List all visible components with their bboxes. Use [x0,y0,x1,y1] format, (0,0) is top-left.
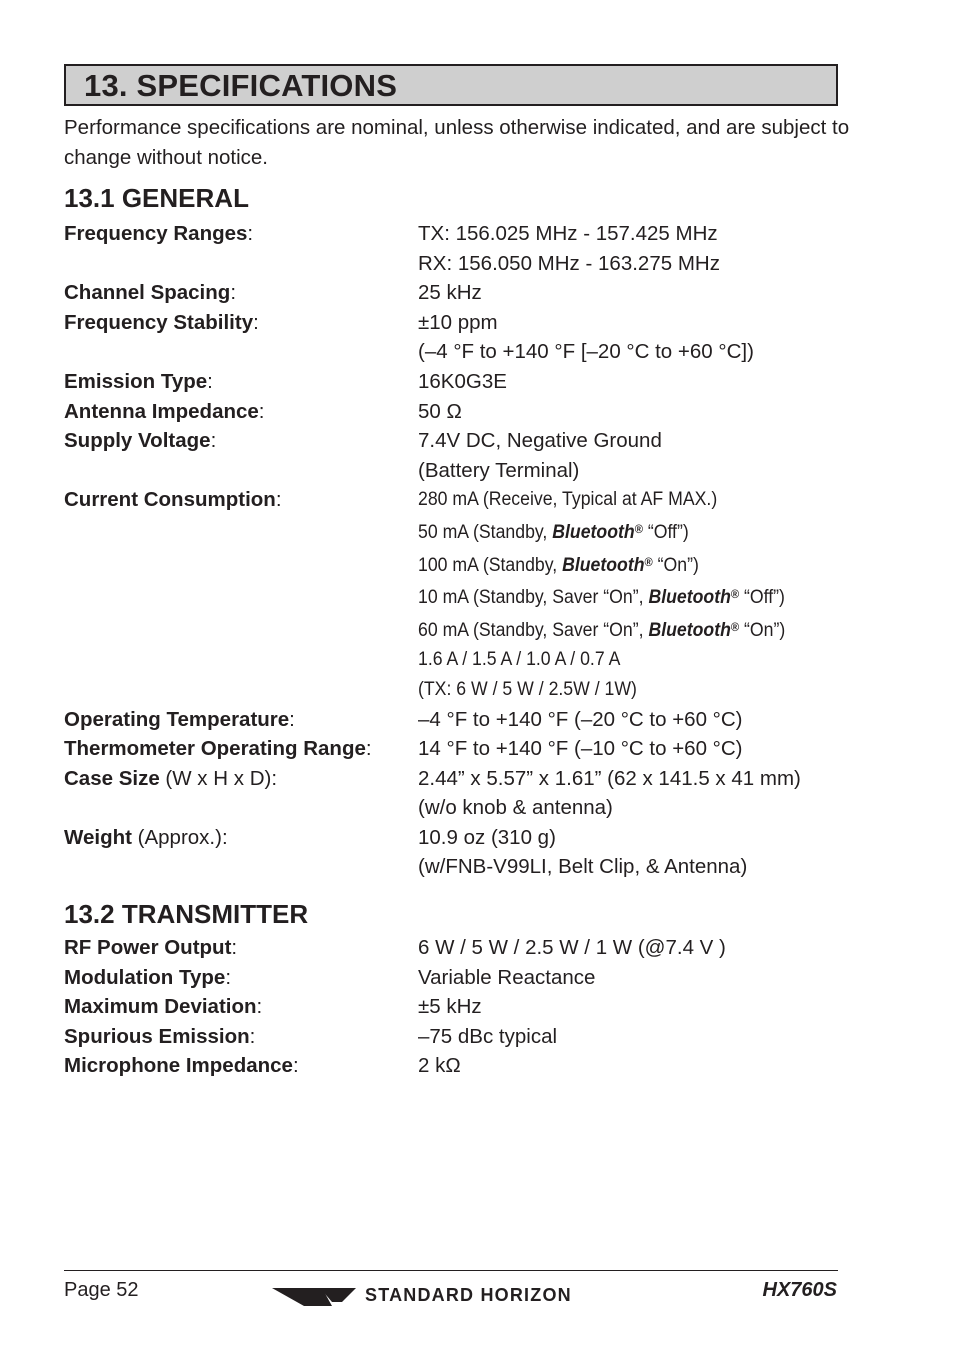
spec-label-name: RF Power Output [64,936,232,959]
title-bar [64,64,838,106]
spec-label [64,705,418,735]
spec-label-name: Spurious Emission [64,1024,250,1048]
section-heading-transmitter: 13.2 TRANSMITTER [64,899,309,929]
spec-label [64,992,418,1022]
spec-label-suffix: : [230,281,237,305]
spec-value: 2.44” x 5.57” x 1.61” (62 x 141.5 x 41 mm) [418,766,801,790]
spec-values [418,397,864,427]
spec-value: (–4 °F to +140 °F [–20 °C to +60 °C]) [418,340,754,364]
spec-label-suffix: : [292,1054,299,1078]
spec-values [418,764,864,823]
spec-value: Variable Reactance [418,965,596,989]
spec-values [418,367,864,397]
spec-label-suffix: (Approx.): [131,825,228,849]
spec-row-microphone-impedance [64,1051,864,1081]
brand-name: STANDARD HORIZON [365,1285,572,1305]
spec-row-antenna-impedance [64,397,864,427]
brand-logo-icon [270,1282,360,1310]
spec-row-supply-voltage [64,426,864,485]
spec-value-text: 60 mA (Standby, Saver “On”, [418,619,649,641]
spec-value: 16K0G3E [418,369,507,393]
spec-label-suffix: : [365,737,372,761]
spec-label-name: Antenna Impedance [64,399,259,423]
spec-value: (Battery Terminal) [418,458,580,482]
bluetooth-mark: Bluetooth [552,521,635,543]
spec-label-suffix: : [210,429,217,453]
spec-label-suffix: : [247,222,254,245]
spec-value-text: 10 mA (Standby, Saver “On”, [418,587,649,609]
spec-row-case-size [64,764,864,823]
general-specs-list [64,219,864,882]
spec-label [64,933,418,963]
spec-values [418,426,864,485]
spec-row-emission-type [64,367,864,397]
spec-label-name: Modulation Type [64,965,226,989]
spec-value: 25 kHz [418,281,482,305]
spec-value-text: “On”) [739,619,786,641]
spec-label [64,367,418,397]
spec-value [418,548,833,581]
registered-mark: ® [634,521,643,536]
bluetooth-mark: Bluetooth [562,554,645,576]
spec-row-modulation-type [64,963,864,993]
registered-mark: ® [730,587,740,602]
spec-row-operating-temperature [64,705,864,735]
spec-label [64,823,418,882]
spec-label-suffix: : [275,488,282,512]
spec-label [64,485,418,704]
spec-label-name: Thermometer Operating Range [64,737,366,761]
spec-label [64,1051,418,1081]
spec-values [418,1022,864,1052]
registered-mark: ® [644,554,653,569]
spec-value: –75 dBc typical [418,1024,558,1048]
spec-label-suffix: : [289,707,295,731]
spec-value-text: 50 mA (Standby, [418,521,553,543]
bluetooth-mark: Bluetooth [648,587,731,609]
spec-row-maximum-deviation [64,992,864,1022]
spec-value: TX: 156.025 MHz - 157.425 MHz [418,222,718,245]
spec-label-suffix: : [256,995,263,1019]
spec-row-current-consumption [64,485,864,704]
spec-values [418,963,864,993]
spec-value: 2 kΩ [418,1054,461,1078]
spec-row-frequency-stability [64,308,864,367]
spec-values [418,219,864,278]
spec-label-name: Microphone Impedance [64,1054,293,1078]
spec-value-text: 1.6 A / 1.5 A / 1.0 A / 0.7 A [418,649,621,671]
spec-value [418,580,833,613]
spec-values [418,1051,864,1081]
spec-label-suffix: : [231,936,238,959]
brand-logo [270,1282,650,1310]
spec-value: 50 Ω [418,399,462,423]
spec-label-name: Maximum Deviation [64,995,257,1019]
spec-label-name: Channel Spacing [64,281,231,305]
spec-value-text: 100 mA (Standby, [418,554,563,576]
spec-value [418,645,833,675]
spec-label-name: Frequency Ranges [64,222,248,245]
spec-value-text: (TX: 6 W / 5 W / 2.5W / 1W) [418,678,637,700]
spec-label-name: Frequency Stability [64,310,254,334]
spec-label [64,426,418,485]
spec-row-rf-power-output [64,933,864,963]
spec-value-text: “Off”) [642,521,689,543]
spec-values [418,308,864,367]
spec-value [418,485,833,515]
spec-value-text: 280 mA (Receive, Typical at AF MAX.) [418,489,718,511]
page-title: 13. SPECIFICATIONS [84,68,398,103]
spec-value [418,515,833,548]
spec-label [64,1022,418,1052]
spec-values [418,734,864,764]
intro-paragraph: Performance specifications are nominal, unless otherwise indicated, and are subject to change without notice. [64,116,850,169]
spec-label [64,963,418,993]
spec-row-frequency-ranges [64,219,864,278]
spec-label [64,308,418,367]
spec-values [418,992,864,1022]
spec-value: ±5 kHz [418,995,482,1019]
spec-label-suffix: : [207,369,213,393]
spec-value: 10.9 oz (310 g) [418,825,556,849]
spec-values [418,278,864,308]
spec-value-text: “Off”) [739,587,785,609]
registered-mark: ® [730,619,740,634]
spec-label-name: Operating Temperature [64,707,290,731]
spec-row-channel-spacing [64,278,864,308]
spec-values [418,933,864,963]
spec-value: 7.4V DC, Negative Ground [418,429,662,453]
spec-row-thermometer-operating-range [64,734,864,764]
page-number: Page 52 [64,1279,139,1301]
spec-label-suffix: : [253,310,259,334]
transmitter-specs-list [64,933,864,1081]
footer-divider [64,1270,838,1271]
spec-label [64,764,418,823]
spec-values [418,705,864,735]
spec-row-weight [64,823,864,882]
spec-label-name: Supply Voltage [64,429,211,453]
spec-label [64,219,418,278]
spec-value: (w/o knob & antenna) [418,796,613,820]
spec-value: RX: 156.050 MHz - 163.275 MHz [418,251,720,275]
spec-value: 14 °F to +140 °F (–10 °C to +60 °C) [418,737,743,761]
spec-label-suffix: : [225,965,232,989]
spec-value: –4 °F to +140 °F (–20 °C to +60 °C) [418,707,743,731]
spec-value: 6 W / 5 W / 2.5 W / 1 W (@7.4 V ) [418,936,726,959]
spec-label-name: Case Size [64,766,160,790]
spec-value [418,613,833,646]
model-name: HX760S [762,1279,837,1301]
spec-label-suffix: : [249,1024,256,1048]
spec-label [64,397,418,427]
bluetooth-mark: Bluetooth [648,619,731,641]
spec-values [418,485,864,704]
spec-label-suffix: (W x H x D): [159,766,278,790]
spec-label [64,734,418,764]
spec-row-spurious-emission [64,1022,864,1052]
spec-value-text: “On”) [652,554,699,576]
spec-label [64,278,418,308]
spec-label-suffix: : [258,399,265,423]
spec-label-name: Weight [64,825,132,849]
spec-label-name: Current Consumption [64,488,276,512]
section-heading-general: 13.1 GENERAL [64,183,249,213]
spec-value [418,675,833,705]
spec-value: ±10 ppm [418,310,498,334]
spec-values [418,823,864,882]
spec-label-name: Emission Type [64,369,208,393]
spec-value: (w/FNB-V99LI, Belt Clip, & Antenna) [418,855,748,879]
